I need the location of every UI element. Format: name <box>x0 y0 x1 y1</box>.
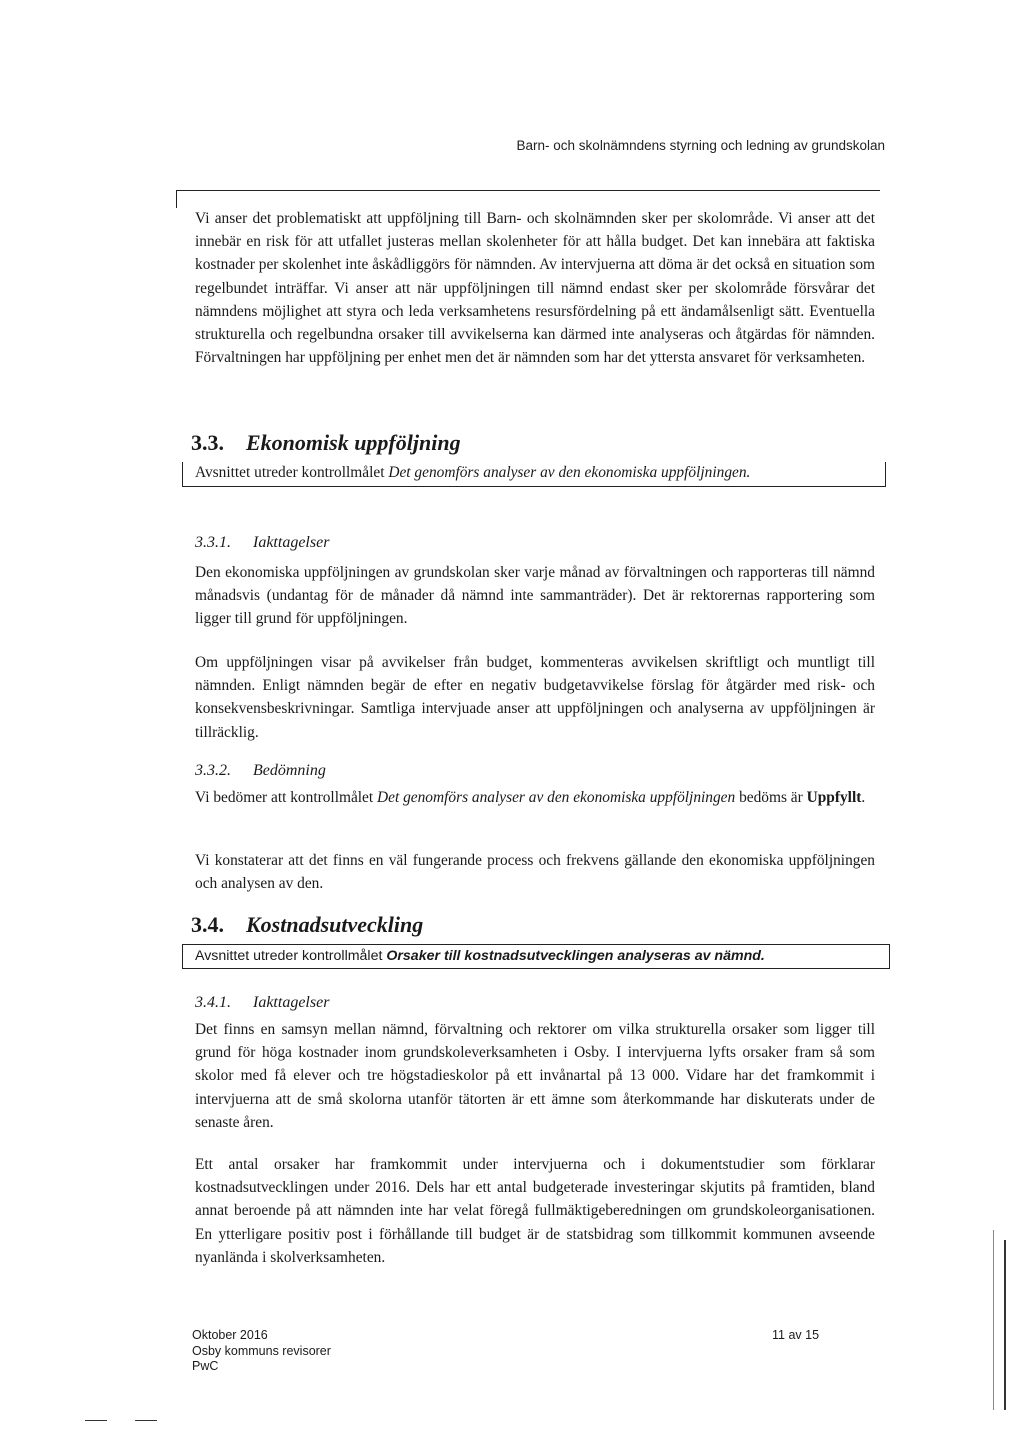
footer-firm: PwC <box>192 1359 219 1373</box>
page-footer <box>192 1328 331 1375</box>
subsection-number: 3.3.2. <box>195 762 231 779</box>
paragraph <box>195 651 875 744</box>
callout-prefix: Avsnittet utreder kontrollmålet <box>195 948 387 964</box>
intro-text: Vi anser det problematiskt att uppföljning till Barn- och skolnämnden sker per skolområde. Vi anser att det innebär en risk för att utfallet justeras mellan skolenheter för att hålla budget. Det kan innebära att faktiska kostnader per skolenhet inte åskådliggörs för nämnden. Av intervjuerna att döma är det också en situation som regelbundet inträffar. Vi anser att när uppföljningen till nämnd endast sker per skolområde försvårar det nämndens möjlighet att styra och leda verksamhetens resursfördelning på ett ändamålsenligt sätt. Eventuella strukturella och regelbundna orsaker till avvikelserna kan därmed inte analyseras och åtgärdas för nämnden. Förvaltningen har uppföljning per enhet men det är nämnden som har det yttersta ansvaret för verksamheten. <box>195 210 875 367</box>
paragraph-text: Det finns en samsyn mellan nämnd, förvaltning och rektorer om vilka strukturella orsaker som ligger till grund för höga kostnader inom grundskoleverksamheten i Osby. I intervjuerna lyfts orsaker fram så som skolor med få elever och tre högstadieskolor på ett invånartal på 13 000. Vidare har det framkommit i intervjuerna att de små skolorna utanför tätorten är ett ämne som återkommande har diskuterats under de senaste åren. <box>195 1021 875 1131</box>
paragraph-text: Den ekonomiska uppföljningen av grundskolan sker varje månad av förvaltningen och rapporteras till nämnd månadsvis (undantag för de månader då nämnd inte sammanträder). Det är rektorernas rapportering som ligger till grund för uppföljningen. <box>195 564 875 628</box>
scan-dash-mark <box>85 1420 107 1421</box>
subsection-title: Iakttagelser <box>253 534 330 551</box>
section-title: Kostnadsutveckling <box>246 912 424 937</box>
paragraph <box>195 561 875 631</box>
box-corner-tick <box>176 190 177 208</box>
subsection-title: Bedömning <box>253 762 326 779</box>
subsection-number: 3.3.1. <box>195 534 231 551</box>
callout-objective: Orsaker till kostnadsutvecklingen analyseras av nämnd. <box>386 948 765 964</box>
assessment-mid: bedöms är <box>735 789 807 806</box>
control-objective-box-3-3 <box>182 462 886 487</box>
assessment-objective: Det genomförs analyser av den ekonomiska uppföljningen <box>377 789 736 806</box>
footer-organisation: Osby kommuns revisorer <box>192 1343 331 1358</box>
callout-objective: Det genomförs analyser av den ekonomiska uppföljningen. <box>388 464 751 481</box>
assessment-prefix: Vi bedömer att kontrollmålet <box>195 789 378 806</box>
assessment-end: . <box>861 789 866 806</box>
paragraph-text: Om uppföljningen visar på avvikelser från budget, kommenteras avvikelsen skriftligt och muntligt till nämnden. Enligt nämnden begär de efter en negativ budgetavvikelse förslag för åtgärder med risk- och konsekvensbeskrivningar. Samtliga intervjuade anser att uppföljningen och analyserna av uppföljningen är tillräcklig. <box>195 654 875 741</box>
section-heading-3-3 <box>191 430 461 456</box>
section-heading-3-4 <box>191 912 423 938</box>
box-top-rule <box>176 190 880 191</box>
scan-edge-mark <box>1004 1240 1006 1410</box>
section-number: 3.4. <box>191 912 224 937</box>
subsection-title: Iakttagelser <box>253 994 330 1011</box>
control-objective-box-3-4 <box>182 944 890 969</box>
footer-date: Oktober 2016 <box>192 1328 268 1342</box>
intro-paragraph <box>195 207 875 369</box>
running-header: Barn- och skolnämndens styrning och ledning av grundskolan <box>516 138 885 153</box>
paragraph <box>195 1153 875 1269</box>
subsection-heading-3-3-1 <box>195 534 329 552</box>
callout-prefix: Avsnittet utreder kontrollmålet <box>195 464 389 481</box>
scan-edge-mark <box>993 1230 994 1410</box>
subsection-heading-3-4-1 <box>195 994 329 1012</box>
paragraph <box>195 849 875 895</box>
assessment-text <box>195 786 875 809</box>
assessment-verdict: Uppfyllt <box>806 789 862 806</box>
paragraph-text: Vi konstaterar att det finns en väl fungerande process och frekvens gällande den ekonomiska uppföljningen och analysen av den. <box>195 852 875 893</box>
page-number: 11 av 15 <box>772 1328 820 1342</box>
subsection-heading-3-3-2 <box>195 762 326 780</box>
paragraph-text: Ett antal orsaker har framkommit under intervjuerna och i dokumentstudier som förklarar kostnadsutvecklingen under 2016. Dels har ett antal budgeterade investeringar skjutits på framtiden, bland annat beroende på att nämnden inte har velat föregå fullmäktigeberedningen om grundskoleorganisationen. En ytterligare positiv post i förhållande till budget är de statsbidrag som tillkommit kommunen avseende nyanlända i skolverksamheten. <box>195 1156 875 1266</box>
paragraph <box>195 1018 875 1134</box>
subsection-number: 3.4.1. <box>195 994 231 1011</box>
paragraph <box>195 786 875 809</box>
section-number: 3.3. <box>191 430 224 455</box>
scan-dash-mark <box>135 1420 157 1421</box>
section-title: Ekonomisk uppföljning <box>246 430 461 455</box>
